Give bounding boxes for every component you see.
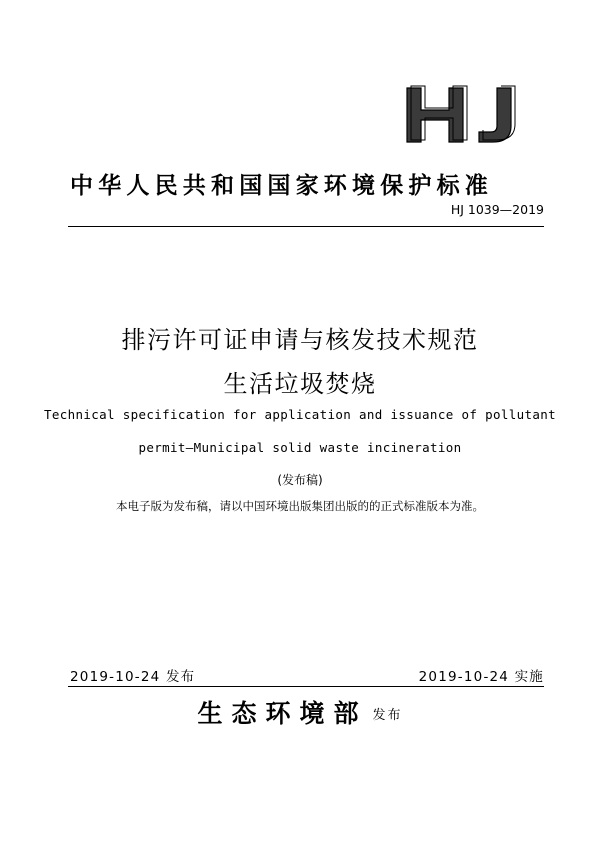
publisher-suffix: 发布: [372, 708, 403, 723]
org-title: 中华人民共和国国家环境保护标准: [70, 173, 493, 199]
effective-date: 2019-10-24 实施: [418, 669, 544, 685]
header-divider: [68, 226, 544, 227]
document-title-cn-line1: 排污许可证申请与核发技术规范: [121, 326, 479, 354]
standard-number: HJ 1039—2019: [450, 202, 544, 217]
draft-tag: (发布稿): [277, 473, 323, 487]
document-title-en-line2: permit—Municipal solid waste incineration: [138, 440, 462, 455]
publisher-line: [0, 694, 600, 730]
hj-logo: [405, 82, 525, 146]
edition-notice: 本电子版为发布稿，请以中国环境出版集团出版的的正式标准版本为准。: [116, 499, 484, 513]
footer-divider: [68, 686, 544, 687]
document-title-cn-line2: 生活垃圾焚烧: [223, 370, 377, 398]
hj-logo-icon: [405, 82, 525, 146]
publisher-name: 生态环境部: [197, 699, 368, 728]
publish-date: 2019-10-24 发布: [70, 669, 196, 685]
document-title-en-line1: Technical specification for application and issuance of pollutant: [44, 407, 556, 422]
